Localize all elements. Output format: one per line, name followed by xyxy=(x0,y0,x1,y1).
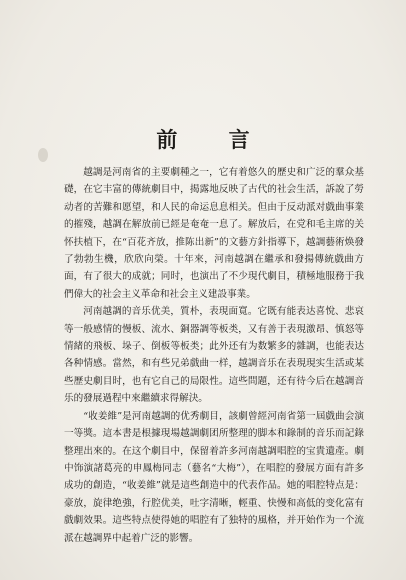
paragraph-2: 河南越調的音乐优美，質朴，表現面寬。它既有能表达喜悅、悲哀等一般感情的慢板、流水、銅器調等板类，又有善于表現激昂、慎怒等情緒的飛板、垛子、倒板等板类；此外还有为数繁多的雜調，也能表达各种情感。當然，和有些兄弟戲曲一样，越調音乐在表現現实生活或某些歷史劇目时，也有它自己的局限性。這些問題，还有待今后在越調音乐的發展過程中來繼續求得解決。 xyxy=(64,306,364,405)
body-text xyxy=(64,164,364,547)
page-title: 前 言 xyxy=(156,127,272,152)
paragraph-3: “收姜維”是河南越調的优秀劇目，該劇曾經河南省第一屆戲曲会演一等獎。這本書是根據現場越調劇团所整理的脚本和錄制的音乐而記錄整理出來的。在这个劇目中，保留着許多河南越調唱腔的宝貴遺產。劇中饰演諸葛亮的申鳳梅同志（藝名“大梅”），在唱腔的發展方面有許多成功的創造，“收姜維”就是這些創造中的代表作品。她的唱腔特点是：豪放，旋律绝強，行腔优美，吐字清晰，輕重、快慢和高低的变化富有戲劇效果。這些特点使得她的唱腔有了独特的風格，并开始作为一个流派在越調界中起着广泛的影響。 xyxy=(64,410,364,544)
paragraph-1: 越調是河南省的主要劇種之一，它有着悠久的歷史和广泛的羣众基礎，在它丰富的傳統劇目中，揭露地反映了古代的社会生活，訴說了勞动者的苦難和愿望，和人民的命运息息相关。但由于反动派对戲曲事業的摧殘，越調在解放前已經是奄奄一息了。解放后，在党和毛主席的关怀扶植下，在“百花齐放，推陈出新”的文藝方針指導下，越調藝術焕發了勃勃生機，欣欣向榮。十年來，河南越調在繼承和發揚傳統戲曲方面，有了很大的成就；同时，也演出了不少現代劇目，積極地服務于我們偉大的社会主义革命和社会主义建設事業。 xyxy=(64,167,364,300)
